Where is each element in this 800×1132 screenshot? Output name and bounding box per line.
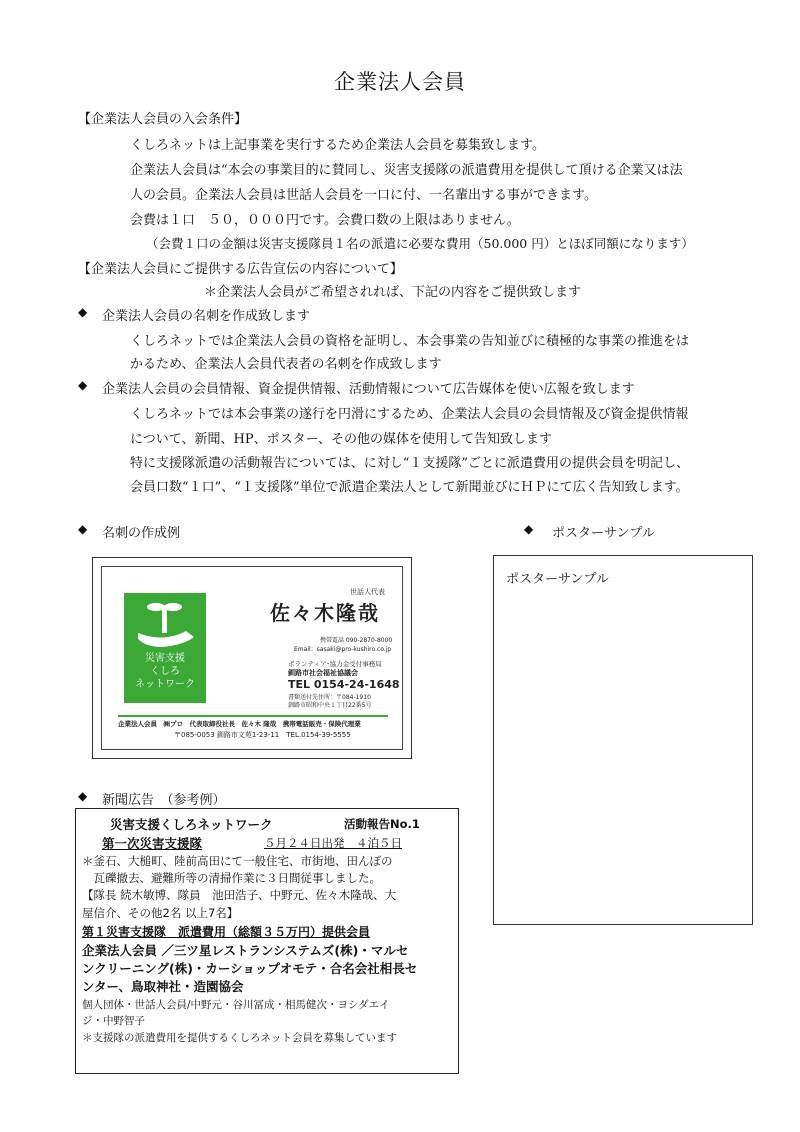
bullet1-line-1: くしろネットでは企業法人会員の資格を証明し、本会事業の告知並びに積極的な事業の推進をは xyxy=(130,334,690,349)
newspaper-ad-label: 新聞広告 （参考例） xyxy=(102,793,226,808)
news-individual-line-2: ジ・中野智子 xyxy=(82,1015,145,1027)
news-recruit: ＊支援隊の派遣費用を提供するくしろネット会員を募集しています xyxy=(82,1032,397,1044)
card-footer-1: 企業法人会員 ㈱プロ 代表取締役社長 佐々木 隆哉 携帯電話販売・保険代理業 xyxy=(118,720,361,728)
news-line-2: 瓦礫撤去、避難所等の清掃作業に３日間従事しました。 xyxy=(82,871,381,885)
bullet-diamond-icon: ◆ xyxy=(78,789,88,803)
poster-sample-box xyxy=(493,555,753,925)
bullet-diamond-icon: ◆ xyxy=(78,305,88,319)
bullet2-line-3: 特に支援隊派遣の活動報告については、に対し“１支援隊”ごとに派遣費用の提供会員を明記し、 xyxy=(130,456,690,471)
card-tel: TEL 0154-24-1648 xyxy=(288,678,400,691)
logo-text-line-3: ネットワーク xyxy=(135,679,195,690)
card-divider xyxy=(118,715,388,717)
newspaper-ad-example xyxy=(75,808,459,1074)
bullet1-title: 企業法人会員の名刺を作成致します xyxy=(102,309,311,324)
news-corp-line-1: 企業法人会員 ／三ツ星レストランシステムズ(株)・マルセ xyxy=(82,943,409,958)
card-org-1: ボランティア･協力金受付事務局 xyxy=(288,660,382,668)
bullet2-line-1: くしろネットでは本会事業の遂行を円滑にするため、企業法人会員の会員情報及び資金提供情報 xyxy=(130,407,689,422)
bullet-diamond-icon: ◆ xyxy=(78,378,88,392)
news-team: 第一次災害支援隊 xyxy=(102,836,203,851)
poster-sample-label: ポスターサンプル xyxy=(552,526,655,541)
card-footer-2: 〒085-0053 釧路市文苑1-23-11 TEL.0154-39-5555 xyxy=(174,731,351,739)
poster-sample-text: ポスターサンプル xyxy=(506,572,609,587)
conditions-line-5: （会費１口の金額は災害支援隊員１名の派遣に必要な費用（50.000 円）とほぼ同額になります） xyxy=(146,236,694,251)
bullet-diamond-icon: ◆ xyxy=(78,522,88,536)
business-card-example xyxy=(92,557,412,759)
membership-conditions-heading: 【企業法人会員の入会条件】 xyxy=(78,112,248,127)
conditions-line-1: くしろネットは上記事業を実行するため企業法人会員を募集致します。 xyxy=(130,138,545,153)
news-report-number: 活動報告No.1 xyxy=(344,817,420,831)
news-dates: ５月２４日出発 ４泊５日 xyxy=(264,836,402,850)
news-funding: 第１災害支援隊 派遣費用（総額３５万円）提供会員 xyxy=(82,925,371,939)
conditions-line-4: 会費は１口 ５０，０００円です。会費口数の上限はありません。 xyxy=(130,213,520,228)
advertising-note: ＊企業法人会員がご希望されれば、下記の内容をご提供致します xyxy=(204,285,582,300)
card-address-2: 釧路市昭和中央１丁目22番5号 xyxy=(288,702,372,709)
logo-text-line-2: くしろ xyxy=(150,666,180,677)
page-title: 企業法人会員 xyxy=(334,70,466,94)
news-line-4: 屋信介、その他2名 以上7名】 xyxy=(82,906,239,920)
kushiro-network-logo xyxy=(124,593,206,703)
conditions-line-2: 企業法人会員は“本会の事業目的に賛同し、災害支援隊の派遣費用を提供して頂ける企業又は法 xyxy=(130,163,683,178)
news-line-1: ＊釜石、大槌町、陸前高田にて一般住宅、市街地、田んぼの xyxy=(82,854,393,868)
news-corp-line-2: ンクリーニング(株)・カーショップオモテ・合名会社相長セ xyxy=(82,961,418,976)
news-title: 災害支援くしろネットワーク xyxy=(110,817,273,832)
bullet2-line-4: 会員口数“１口”、“１支援隊”単位で派遣企業法人として新聞並びにＨＰにて広く告知致します。 xyxy=(130,480,689,495)
bullet2-line-2: について、新聞、HP、ポスター、その他の媒体を使用して告知致します xyxy=(130,432,553,447)
conditions-line-3: 人の会員。企業法人会員は世話人会員を一口に付、一名輩出する事ができます。 xyxy=(130,188,597,203)
news-line-3: 【隊長 続木敏博、隊員 池田浩子、中野元、佐々木隆哉、大 xyxy=(82,888,397,902)
card-role: 世話人代表 xyxy=(350,588,385,596)
bullet-diamond-icon: ◆ xyxy=(524,522,534,536)
card-org-2: 釧路市社会福祉協議会 xyxy=(288,669,358,677)
news-corp-line-3: ンター、鳥取神社・造園協会 xyxy=(82,979,244,994)
card-address-1: 書類送付先住所：〒084-1910 xyxy=(288,694,371,701)
advertising-heading: 【企業法人会員にご提供する広告宣伝の内容について】 xyxy=(78,262,403,277)
card-mobile: 携帯電話 090-2870-8000 xyxy=(320,637,393,644)
bullet1-line-2: かるため、企業法人会員代表者の名刺を作成致します xyxy=(130,357,442,372)
card-name: 佐々木隆哉 xyxy=(270,601,380,625)
bullet2-title: 企業法人会員の会員情報、資金提供情報、活動情報について広告媒体を使い広報を致します xyxy=(102,382,635,397)
card-example-label: 名刺の作成例 xyxy=(102,526,181,541)
news-individual-line-1: 個人団体・世話人会員/中野元・谷川冨成・相馬健次・ヨシダエイ xyxy=(82,999,390,1011)
card-email: Email：sasaki@pro-kushiro.co.jp xyxy=(294,646,392,653)
business-card xyxy=(101,566,403,750)
logo-text-line-1: 災害支援 xyxy=(145,653,185,664)
